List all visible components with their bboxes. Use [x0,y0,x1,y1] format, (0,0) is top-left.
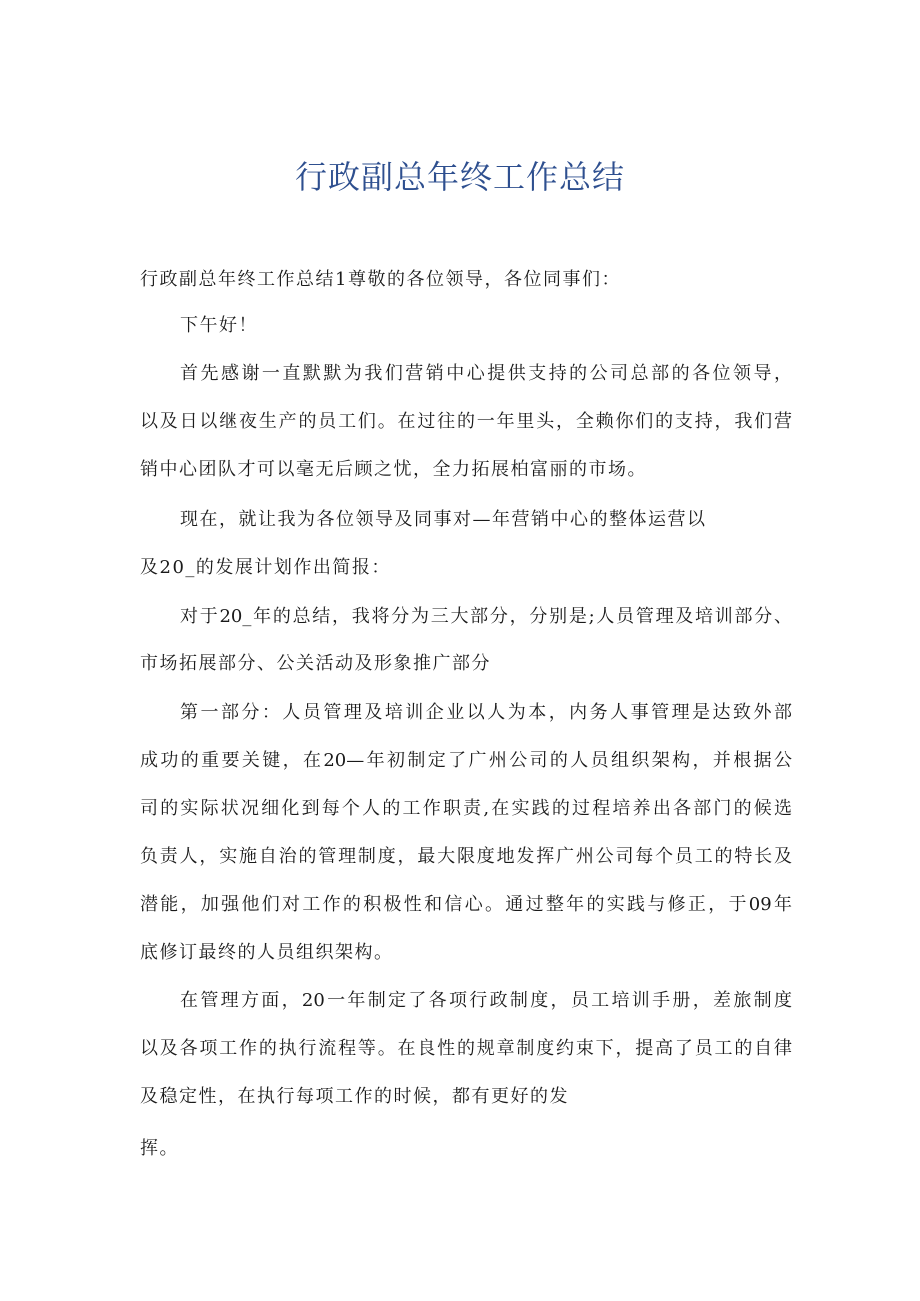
text-line: 潜能，加强他们对工作的积极性和信心。通过整年的实践与修正，于09年 [140,894,792,915]
text-line: 以及各项工作的执行流程等。在良性的规章制度约束下，提高了员工的自律 [140,1038,792,1059]
text-line: 首先感谢一直默默为我们营销中心提供支持的公司总部的各位领导， [180,363,792,384]
text-line: 对于20_年的总结，我将分为三大部分，分别是;人员管理及培训部分、 [180,606,792,627]
text-line: 司的实际状况细化到每个人的工作职责,在实践的过程培养出各部门的候选 [140,798,792,819]
text-line: 第一部分：人员管理及培训企业以人为本，内务人事管理是达致外部 [180,702,792,723]
text-line: 下午好！ [180,315,258,336]
text-line: 现在，就让我为各位领导及同事对—年营销中心的整体运营以 [180,509,707,530]
text-line: 成功的重要关键，在20—年初制定了广州公司的人员组织架构，并根据公 [140,750,792,771]
text-line: 挥。 [140,1138,179,1159]
text-line: 销中心团队才可以毫无后顾之忧，全力拓展柏富丽的市场。 [140,459,647,480]
text-line: 及稳定性，在执行每项工作的时候，都有更好的发 [140,1086,569,1107]
text-line: 在管理方面，20一年制定了各项行政制度，员工培训手册，差旅制度 [180,990,792,1011]
text-line: 底修订最终的人员组织架构。 [140,942,394,963]
text-line: 及20_的发展计划作出简报： [140,557,391,578]
text-line: 以及日以继夜生产的员工们。在过往的一年里头，全赖你们的支持，我们营 [140,411,792,432]
text-line: 市场拓展部分、公关活动及形象推广部分 [140,653,491,674]
text-line: 负责人，实施自治的管理制度，最大限度地发挥广州公司每个员工的特长及 [140,846,792,867]
text-line: 行政副总年终工作总结1尊敬的各位领导，各位同事们： [140,269,621,290]
document-title: 行政副总年终工作总结 [294,158,625,196]
